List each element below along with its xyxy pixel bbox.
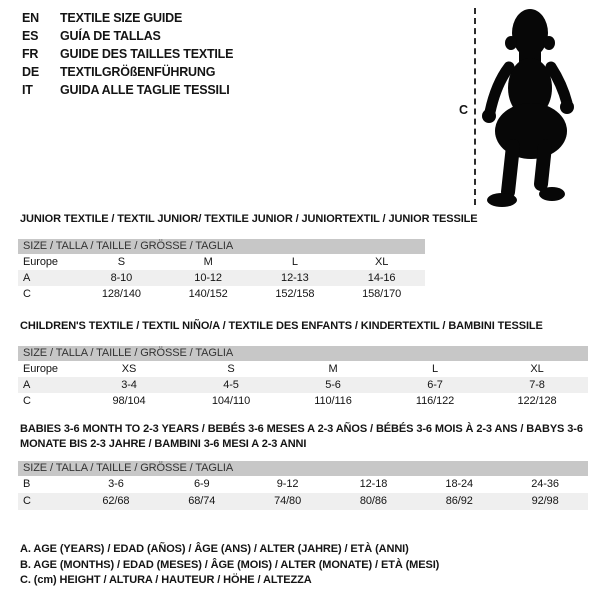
size-cell: 8-10 — [110, 272, 133, 284]
size-cell: 74/80 — [274, 495, 302, 507]
language-row — [22, 9, 233, 27]
size-cell: 10-12 — [194, 272, 222, 284]
size-cell: 104/110 — [211, 395, 251, 407]
language-code: EN — [22, 11, 39, 25]
size-cell: L — [431, 363, 439, 375]
size-cell: 4-5 — [223, 379, 239, 391]
size-cell: XS — [121, 363, 137, 375]
footnote-line: A. AGE (YEARS) / EDAD (AÑOS) / ÂGE (ANS) / ALTER (JAHRE) / ETÀ (ANNI) — [20, 543, 409, 555]
table-rows — [18, 476, 588, 510]
size-cell: 86/92 — [445, 495, 473, 507]
size-cell: 128/140 — [101, 288, 141, 300]
size-cell: 122/128 — [517, 395, 557, 407]
size-cell: L — [291, 256, 298, 268]
footnote-line: C. (cm) HEIGHT / ALTURA / HAUTEUR / HÖHE / ALTEZZA — [20, 574, 312, 586]
language-row — [22, 27, 233, 45]
size-cell: XL — [374, 256, 389, 268]
size-row — [18, 476, 588, 493]
size-row — [18, 361, 588, 377]
table-rows — [18, 254, 425, 302]
row-label: A — [23, 272, 31, 284]
row-label: Europe — [23, 363, 58, 375]
size-cell: 3-6 — [108, 478, 124, 490]
size-row — [18, 270, 425, 286]
language-row — [22, 63, 233, 81]
row-label: A — [23, 379, 31, 391]
table-rows — [18, 361, 588, 409]
size-cell: 62/68 — [102, 495, 130, 507]
row-label: C — [23, 395, 31, 407]
size-cell: 68/74 — [188, 495, 216, 507]
size-cell: 14-16 — [367, 272, 396, 284]
size-row — [18, 393, 588, 409]
language-code: IT — [22, 83, 33, 97]
row-label: B — [23, 478, 31, 490]
size-cell: S — [227, 363, 235, 375]
row-label: Europe — [23, 256, 58, 268]
size-cell: 158/170 — [362, 288, 402, 300]
size-cell: 5-6 — [325, 379, 341, 391]
size-cell: M — [203, 256, 213, 268]
language-title: GUIDA ALLE TAGLIE TESSILI — [60, 83, 230, 97]
height-label: C — [459, 103, 469, 117]
size-row — [18, 286, 425, 302]
table-header: SIZE / TALLA / TAILLE / GRÖSSE / TAGLIA — [18, 239, 425, 254]
row-label: C — [23, 495, 31, 507]
size-cell: 18-24 — [445, 478, 474, 490]
size-cell: 116/122 — [415, 395, 455, 407]
table-header: SIZE / TALLA / TAILLE / GRÖSSE / TAGLIA — [18, 461, 588, 476]
size-cell: XL — [530, 363, 544, 375]
size-cell: 140/152 — [188, 288, 228, 300]
size-cell: 3-4 — [121, 379, 137, 391]
table-title-junior: JUNIOR TEXTILE / TEXTIL JUNIOR/ TEXTILE JUNIOR / JUNIORTEXTIL / JUNIOR TESSILE — [20, 213, 478, 225]
size-cell: 12-13 — [281, 272, 309, 284]
height-measure-line — [474, 8, 476, 205]
table-title-children: CHILDREN'S TEXTILE / TEXTIL NIÑO/A / TEXTILE DES ENFANTS / KINDERTEXTIL / BAMBINI TESSILE — [20, 320, 543, 332]
size-cell: 9-12 — [276, 478, 299, 490]
size-cell: 80/86 — [359, 495, 387, 507]
baby-silhouette-icon — [482, 4, 597, 214]
size-cell: 6-7 — [427, 379, 443, 391]
language-title: GUÍA DE TALLAS — [60, 29, 161, 43]
table-title-babies: BABIES 3-6 MONTH TO 2-3 YEARS / BEBÉS 3-6 MESES A 2-3 AÑOS / BÉBÉS 3-6 MOIS À 2-3 ANS / BABYS 3-6 MONATE BIS 2-3 JAHRE / BAMBINI 3-6 MESI A 2-3 ANNI — [20, 423, 583, 450]
footnote-line: B. AGE (MONTHS) / EDAD (MESES) / ÂGE (MOIS) / ALTER (MONATE) / ETÀ (MESI) — [20, 558, 440, 571]
footnotes — [20, 542, 439, 589]
size-cell: 7-8 — [529, 379, 545, 391]
size-row — [18, 377, 588, 393]
table-header: SIZE / TALLA / TAILLE / GRÖSSE / TAGLIA — [18, 346, 588, 361]
size-cell: 152/158 — [275, 288, 315, 300]
size-table — [18, 239, 425, 302]
size-row — [18, 493, 588, 510]
size-cell: 92/98 — [531, 495, 559, 507]
language-row — [22, 81, 233, 99]
language-code: FR — [22, 47, 39, 61]
language-row — [22, 45, 233, 63]
size-row — [18, 254, 425, 270]
size-cell: 98/104 — [112, 395, 146, 407]
language-list — [22, 9, 233, 99]
language-title: TEXTILGRÖßENFÜHRUNG — [60, 65, 216, 79]
baby-silhouette-figure — [482, 4, 597, 219]
language-title: TEXTILE SIZE GUIDE — [60, 11, 183, 25]
language-code: ES — [22, 29, 39, 43]
size-cell: 6-9 — [193, 478, 210, 490]
size-table — [18, 461, 588, 510]
size-cell: 12-18 — [359, 478, 388, 490]
language-code: DE — [22, 65, 39, 79]
size-cell: S — [117, 256, 125, 268]
row-label: C — [23, 288, 31, 300]
size-cell: 24-36 — [531, 478, 559, 490]
size-cell: 110/116 — [314, 395, 352, 407]
language-title: GUIDE DES TAILLES TEXTILE — [60, 47, 234, 61]
size-table — [18, 346, 588, 409]
size-cell: M — [328, 363, 338, 375]
